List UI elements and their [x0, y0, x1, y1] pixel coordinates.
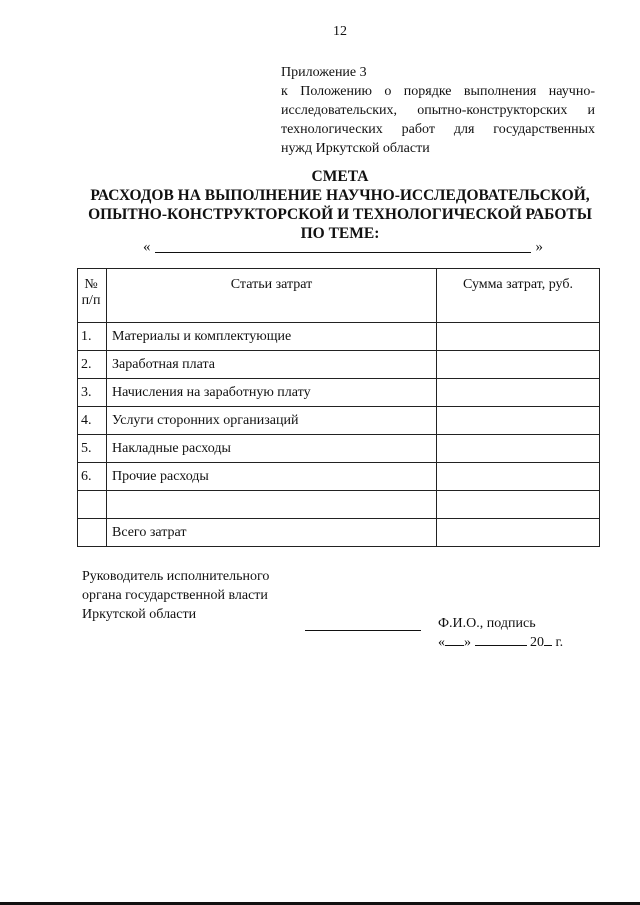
- row-amount: [437, 435, 600, 463]
- table-header-row: [78, 269, 600, 323]
- table-row: [78, 463, 600, 491]
- title-line-2: РАСХОДОВ НА ВЫПОЛНЕНИЕ НАУЧНО-ИССЛЕДОВАТЕЛЬСКОЙ,: [90, 187, 590, 204]
- date-day-blank: [445, 645, 464, 646]
- topic-blank-line: [155, 252, 531, 253]
- row-item: Материалы и комплектующие: [107, 323, 437, 351]
- appendix-line-1: к Положению о порядке выполнения научно-: [281, 84, 595, 99]
- signature-block: [82, 567, 602, 667]
- row-item: Услуги сторонних организаций: [107, 407, 437, 435]
- row-number: [78, 491, 107, 519]
- document-title: [60, 167, 620, 243]
- row-amount: [437, 491, 600, 519]
- topic-quote-close: »: [535, 239, 543, 255]
- table-row-total: [78, 519, 600, 547]
- row-amount-total: [437, 519, 600, 547]
- row-amount: [437, 379, 600, 407]
- appendix-line-2: исследовательских, опытно-конструкторских и: [281, 103, 595, 118]
- row-item: Прочие расходы: [107, 463, 437, 491]
- appendix-reference: [281, 63, 595, 158]
- row-amount: [437, 351, 600, 379]
- row-amount: [437, 463, 600, 491]
- date-year-blank: [544, 645, 552, 646]
- row-number: 2.: [78, 351, 107, 379]
- table-row: [78, 323, 600, 351]
- date-month-blank: [475, 645, 527, 646]
- row-item: Заработная плата: [107, 351, 437, 379]
- topic-field: [143, 239, 543, 257]
- header-item: Статьи затрат: [107, 269, 437, 323]
- row-number: [78, 519, 107, 547]
- row-number: 4.: [78, 407, 107, 435]
- cost-estimate-table: [77, 268, 600, 547]
- date-quote-open: «: [438, 635, 445, 650]
- page-number: 12: [333, 24, 347, 39]
- table-row: [78, 379, 600, 407]
- header-amount: Сумма затрат, руб.: [437, 269, 600, 323]
- appendix-line-4: нужд Иркутской области: [281, 141, 430, 156]
- title-line-4: ПО ТЕМЕ:: [300, 225, 380, 242]
- table-row: [78, 407, 600, 435]
- header-number-label: № п/п: [81, 277, 101, 308]
- row-item: [107, 491, 437, 519]
- appendix-line-3: технологических работ для государственных: [281, 122, 595, 137]
- row-item: Начисления на заработную плату: [107, 379, 437, 407]
- signatory-organization: [82, 567, 269, 624]
- row-number: 1.: [78, 323, 107, 351]
- date-quote-close: »: [464, 635, 471, 650]
- signatory-line-3: Иркутской области: [82, 607, 197, 622]
- row-number: 3.: [78, 379, 107, 407]
- table-row: [78, 435, 600, 463]
- row-number: 5.: [78, 435, 107, 463]
- table-row-empty: [78, 491, 600, 519]
- table-row: [78, 351, 600, 379]
- appendix-title: Приложение 3: [281, 65, 367, 80]
- row-number: 6.: [78, 463, 107, 491]
- fio-signature-label: Ф.И.О., подпись: [438, 616, 536, 631]
- signatory-line-1: Руководитель исполнительного: [82, 569, 270, 584]
- date-field: [438, 633, 563, 652]
- title-line-3: ОПЫТНО-КОНСТРУКТОРСКОЙ И ТЕХНОЛОГИЧЕСКОЙ РАБОТЫ: [88, 206, 592, 223]
- date-year-prefix: 20: [530, 635, 544, 650]
- row-item-total: Всего затрат: [107, 519, 437, 547]
- signatory-line-2: органа государственной власти: [82, 588, 268, 603]
- row-amount: [437, 323, 600, 351]
- row-amount: [437, 407, 600, 435]
- header-number: [78, 269, 107, 323]
- signature-blank-line: [305, 630, 421, 631]
- row-item: Накладные расходы: [107, 435, 437, 463]
- topic-quote-open: «: [143, 239, 151, 255]
- title-line-1: СМЕТА: [311, 168, 369, 185]
- date-year-suffix: г.: [555, 635, 564, 650]
